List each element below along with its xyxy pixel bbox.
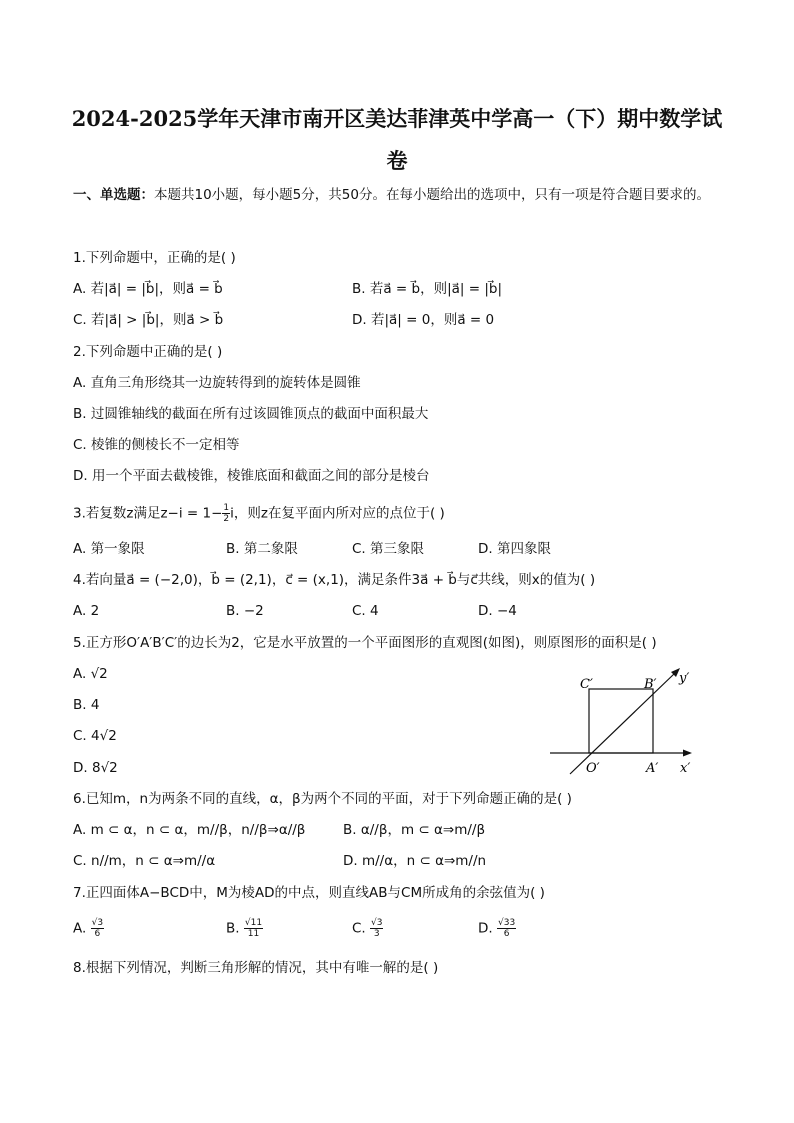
question-1-option-c: C. 若|a⃗| > |b⃗|，则a⃗ > b⃗ — [73, 312, 224, 328]
question-7-option-c-label: C. — [352, 920, 366, 937]
question-7-option-a — [73, 918, 104, 939]
question-5-option-a: A. √2 — [73, 666, 108, 682]
question-2-option-a: A. 直角三角形绕其一边旋转得到的旋转体是圆锥 — [73, 375, 361, 391]
label-c-prime: C′ — [580, 677, 593, 692]
question-7-option-c-denominator: 3 — [373, 929, 380, 939]
section-text: 本题共10小题，每小题5分，共50分。在每小题给出的选项中，只有一项是符合题目要求的。 — [154, 187, 710, 203]
question-7-option-b-fraction — [244, 918, 263, 939]
question-5-option-d: D. 8√2 — [73, 760, 118, 776]
question-4-option-b: B. −2 — [226, 603, 264, 619]
question-7-option-b — [226, 918, 263, 939]
question-6-option-a: A. m ⊂ α，n ⊂ α，m//β，n//β⇒α//β — [73, 822, 306, 838]
question-4-stem: 4.若向量a⃗ = (−2,0)，b⃗ = (2,1)，c⃗ = (x,1)，满足条件3a⃗ + b⃗与c⃗共线，则x的值为( ) — [73, 572, 596, 588]
question-3-fraction — [222, 503, 230, 524]
question-7-option-b-label: B. — [226, 920, 240, 937]
question-3-option-c: C. 第三象限 — [352, 541, 425, 557]
question-7-option-c-numerator: √3 — [371, 918, 383, 928]
question-7-option-d-denominator: 6 — [503, 929, 510, 939]
label-y-prime: y′ — [679, 671, 690, 686]
question-3-stem-part2: i，则z在复平面内所对应的点位于( ) — [230, 505, 445, 522]
question-2-option-c: C. 棱锥的侧棱长不一定相等 — [73, 437, 240, 453]
question-7-option-d-label: D. — [478, 920, 493, 937]
question-7-option-d-fraction — [497, 918, 516, 939]
question-3-stem-part1: 3.若复数z满足z−i = 1− — [73, 505, 223, 522]
question-4-option-a: A. 2 — [73, 603, 100, 619]
question-2-option-d: D. 用一个平面去截棱锥，棱锥底面和截面之间的部分是棱台 — [73, 468, 430, 484]
question-7-option-b-numerator: √11 — [244, 918, 263, 928]
question-1-option-b: B. 若a⃗ = b⃗，则|a⃗| = |b⃗| — [352, 281, 503, 297]
question-7-option-a-denominator: 6 — [94, 929, 101, 939]
question-3-option-b: B. 第二象限 — [226, 541, 298, 557]
question-7-option-a-fraction — [91, 918, 104, 939]
question-7-option-d-numerator: √33 — [497, 918, 516, 928]
question-2-stem: 2.下列命题中正确的是( ) — [73, 344, 223, 360]
section-heading: 一、单选题： — [73, 187, 154, 203]
question-1-stem: 1.下列命题中，正确的是( ) — [73, 250, 236, 266]
question-6-stem: 6.已知m，n为两条不同的直线，α，β为两个不同的平面，对于下列命题正确的是( ) — [73, 791, 572, 807]
question-1-option-d: D. 若|a⃗| = 0，则a⃗ = 0 — [352, 312, 495, 328]
label-o-prime: O′ — [586, 761, 600, 776]
question-3-option-d: D. 第四象限 — [478, 541, 551, 557]
question-8-stem: 8.根据下列情况，判断三角形解的情况，其中有唯一解的是( ) — [73, 960, 439, 976]
question-7-option-b-denominator: 11 — [247, 929, 260, 939]
question-6-option-c: C. n//m，n ⊂ α⇒m//α — [73, 853, 216, 869]
question-6-option-b: B. α//β，m ⊂ α⇒m//β — [343, 822, 486, 838]
label-x-prime: x′ — [680, 761, 691, 776]
question-5-figure — [540, 660, 710, 780]
question-5-option-c: C. 4√2 — [73, 728, 117, 744]
question-5-option-b: B. 4 — [73, 697, 100, 713]
label-b-prime: B′ — [644, 677, 657, 692]
section-instructions — [73, 180, 723, 210]
question-6-option-d: D. m//α，n ⊂ α⇒m//n — [343, 853, 487, 869]
exam-title-line2: 卷 — [386, 148, 408, 173]
question-7-option-a-label: A. — [73, 920, 87, 937]
question-7-option-c — [352, 918, 383, 939]
question-7-stem: 7.正四面体A−BCD中，M为棱AD的中点，则直线AB与CM所成角的余弦值为( ) — [73, 885, 545, 901]
question-2-option-b: B. 过圆锥轴线的截面在所有过该圆锥顶点的截面中面积最大 — [73, 406, 429, 422]
exam-title-line1: 2024-2025学年天津市南开区美达菲津英中学高一（下）期中数学试 — [71, 106, 723, 131]
question-1-option-a: A. 若|a⃗| = |b⃗|，则a⃗ = b⃗ — [73, 281, 223, 297]
question-7-option-c-fraction — [370, 918, 383, 939]
question-7-option-d — [478, 918, 516, 939]
question-5-stem: 5.正方形O′A′B′C′的边长为2，它是水平放置的一个平面图形的直观图(如图)，则原图形的面积是( ) — [73, 635, 657, 651]
question-3-fraction-denominator: 2 — [223, 514, 230, 524]
question-4-option-c: C. 4 — [352, 603, 379, 619]
question-4-option-d: D. −4 — [478, 603, 517, 619]
label-a-prime: A′ — [646, 761, 659, 776]
square-oabc — [589, 689, 653, 753]
question-3-fraction-numerator: 1 — [223, 503, 230, 513]
x-axis-arrow — [683, 750, 692, 757]
question-7-option-a-numerator: √3 — [91, 918, 104, 928]
question-3-option-a: A. 第一象限 — [73, 541, 145, 557]
question-3-stem — [73, 503, 445, 524]
